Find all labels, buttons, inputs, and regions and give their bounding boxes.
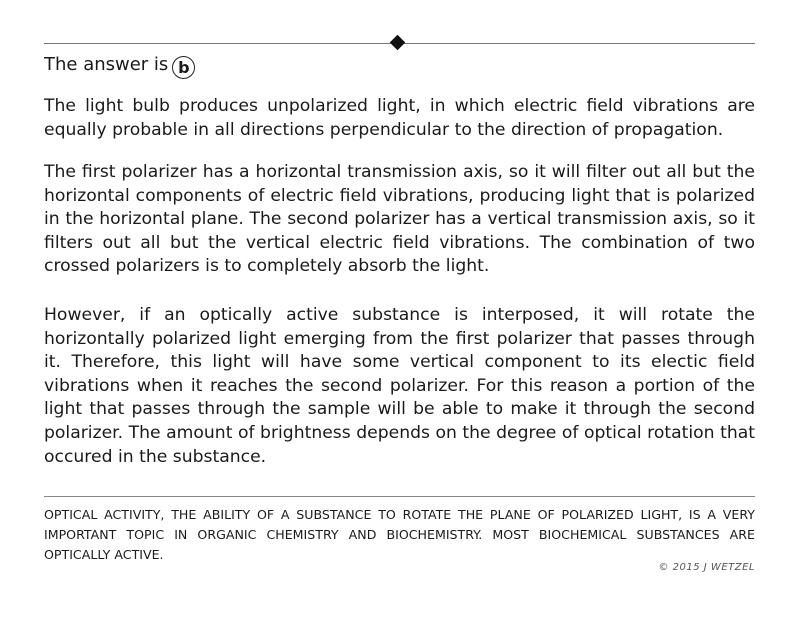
- explanation-paragraph-2: The first polarizer has a horizontal transmission axis, so it will filter out all but the horizontal components of electric field vibrations, producing light that is polarized in the horizontal plane. The second polarizer has a vertical transmission axis, so it filters out all but the vertical electric field vibrations. The combination of two crossed polarizers is to completely absorb the light.: [44, 162, 755, 277]
- answer-page: [44, 0, 755, 617]
- explanation-paragraph-3: However, if an optically active substance is interposed, it will rotate the horizontally polarized light emerging from the first polarizer that passes through it. Therefore, this light will have some vertical component to its electic field vibrations when it reaches the second polarizer. For this reason a portion of the light that passes through the sample will be able to make it through the second polarizer. The amount of brightness depends on the degree of optical rotation that occured in the substance.: [44, 305, 755, 467]
- answer-prefix: The answer is: [44, 54, 169, 75]
- answer-choice-badge: b: [172, 56, 195, 79]
- explanation-paragraph-1: The light bulb produces unpolarized light, in which electric field vibrations are equally probable in all directions perpendicular to the direction of propagation.: [44, 96, 755, 140]
- footnote-text: OPTICAL ACTIVITY, THE ABILITY OF A SUBSTANCE TO ROTATE THE PLANE OF POLARIZED LIGHT, IS A VERY IMPORTANT TOPIC IN ORGANIC CHEMISTRY AND BIOCHEMISTRY. MOST BIOCHEMICAL SUBSTANCES ARE OPTICALLY ACTIVE.: [44, 507, 755, 562]
- copyright-text: © 2015 J WETZEL: [658, 562, 755, 573]
- answer-statement: [44, 53, 195, 79]
- footnote-divider: [44, 496, 755, 497]
- diamond-icon: [390, 35, 406, 51]
